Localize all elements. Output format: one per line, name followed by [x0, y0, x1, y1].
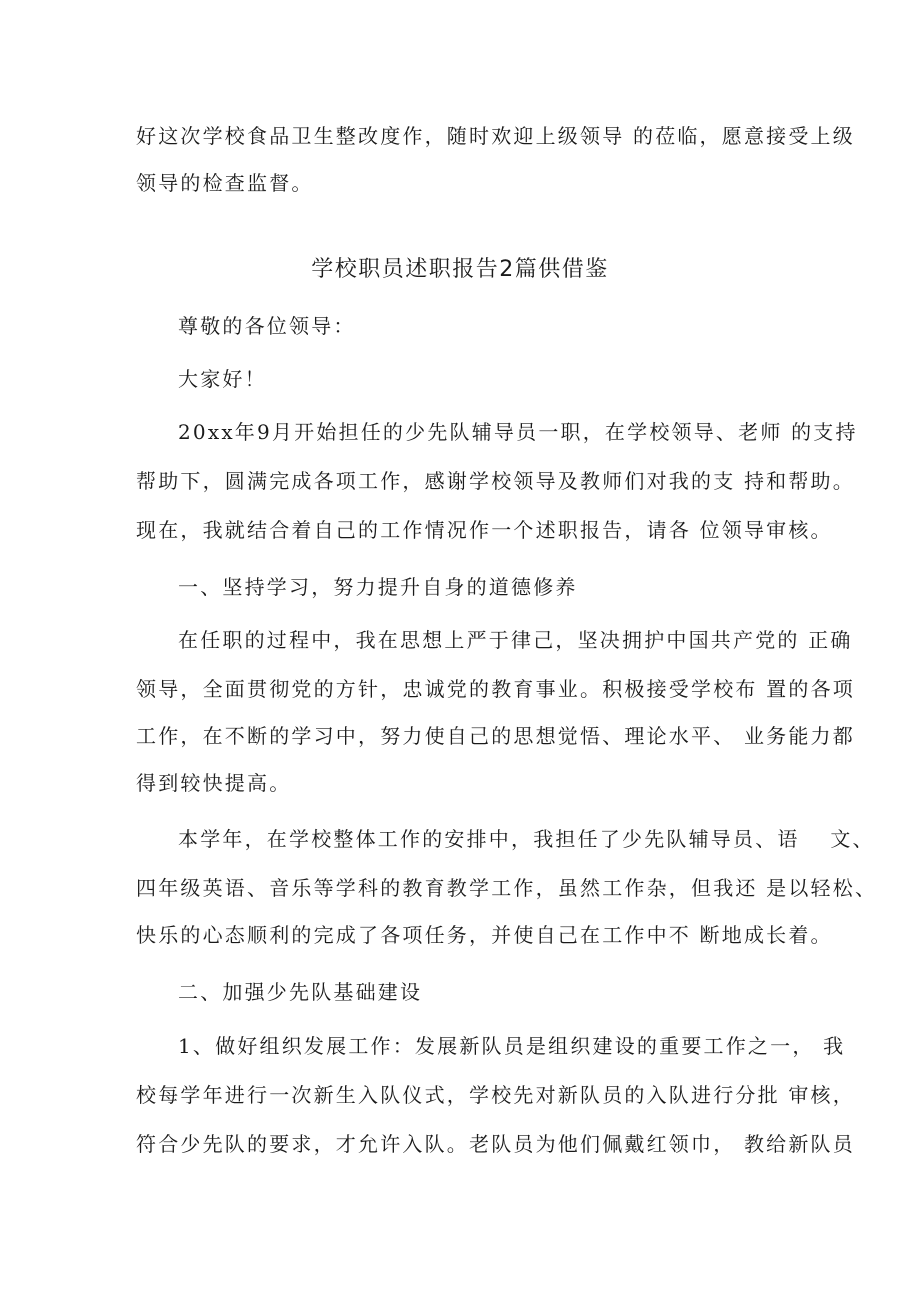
para3-line-2: 四年级英语、音乐等学科的教育教学工作，虽然工作杂，但我还 是以轻松、	[136, 876, 878, 900]
para2-line-2: 领导，全面贯彻党的方针，忠诚党的教育事业。积极接受学校布 置的各项	[136, 677, 855, 701]
para2-line-4: 得到较快提高。	[136, 771, 292, 795]
para2-line-1: 在任职的过程中，我在思想上严于律己，坚决拥护中国共产党的 正确	[178, 628, 853, 652]
para1-line-2: 帮助下，圆满完成各项工作，感谢学校领导及教师们对我的支 持和帮助。	[136, 469, 855, 493]
para4-line-1: 1、做好组织发展工作：发展新队员是组织建设的重要工作之一， 我	[178, 1034, 846, 1058]
intro-line-1: 好这次学校食品卫生整改度作，随时欢迎上级领导 的莅临，愿意接受上级	[136, 124, 855, 148]
para4-line-3: 符合少先队的要求，才允许入队。老队员为他们佩戴红领巾， 教给新队员	[136, 1132, 855, 1156]
para1-line-1: 20xx年9月开始担任的少先队辅导员一职，在学校领导、老师 的支持	[178, 420, 858, 444]
section-heading-2: 二、加强少先队基础建设	[178, 980, 423, 1004]
document-title: 学校职员述职报告2篇供借鉴	[311, 257, 609, 282]
greeting: 大家好！	[178, 367, 267, 391]
para4-line-2: 校每学年进行一次新生入队仪式，学校先对新队员的入队进行分批 审核，	[136, 1083, 855, 1107]
para3-line-1: 本学年，在学校整体工作的安排中，我担任了少先队辅导员、语 文、	[178, 827, 875, 851]
para2-line-3: 工作，在不断的学习中，努力使自己的思想觉悟、理论水平、 业务能力都	[136, 724, 855, 748]
salutation: 尊敬的各位领导：	[178, 314, 356, 338]
section-heading-1: 一、坚持学习，努力提升自身的道德修养	[178, 575, 578, 599]
intro-line-2: 领导的检查监督。	[136, 171, 314, 195]
para3-line-3: 快乐的心态顺利的完成了各项任务，并使自己在工作中不 断地成长着。	[136, 923, 833, 947]
para1-line-3: 现在，我就结合着自己的工作情况作一个述职报告，请各 位领导审核。	[136, 518, 833, 542]
